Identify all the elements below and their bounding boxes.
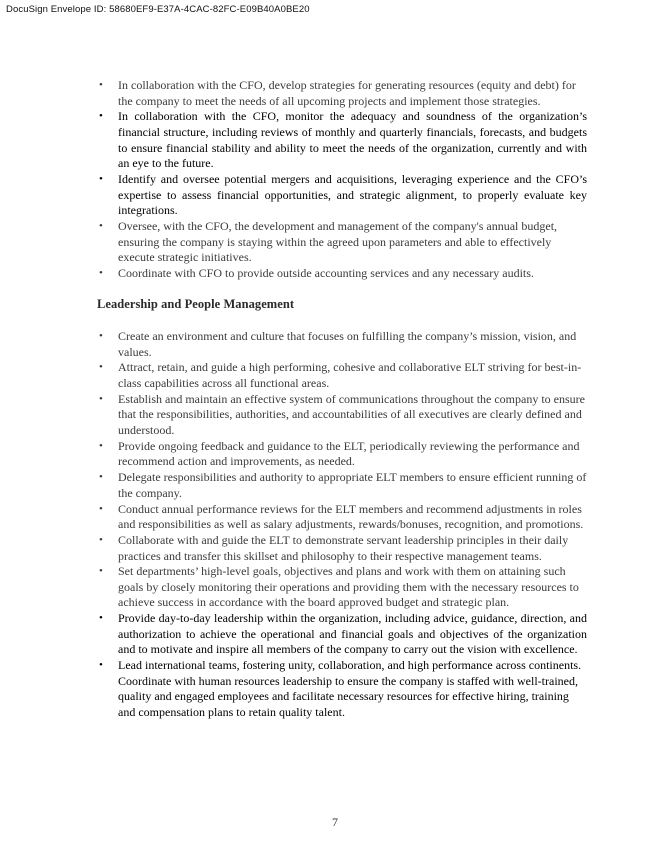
list-item: • In collaboration with the CFO, develop strategies for generating resources (equity and debt) for the company to meet the needs of all upcoming projects and implement those strategies. (99, 78, 576, 108)
bullet-icon: • (99, 565, 103, 578)
bullet-icon: • (99, 502, 103, 515)
list-item: • Collaborate with and guide the ELT to demonstrate servant leadership principles in their daily practices and transfer this skillset and philosophy to their respective management teams. (99, 532, 569, 563)
bullet-icon: • (99, 533, 103, 546)
list-item: • Conduct annual performance reviews for the ELT members and recommend adjustments in roles and responsibilities as well as salary adjustments, rewards/bonuses, recognition, and promotions. (99, 501, 584, 532)
bullet-list-leadership (97, 329, 587, 721)
bullet-icon: • (99, 392, 103, 405)
list-item: • Lead international teams, fostering unity, collaboration, and high performance across continents. Coordinate with human resources leadership to ensure the company is staffed with well-trained, quality and engaged employees and facilitate necessary resources for effective hiring, training and compensation plans to retain quality talent. (99, 658, 582, 719)
bullet-icon: • (99, 612, 103, 625)
list-item: • Identify and oversee potential mergers and acquisitions, leveraging experience and the CFO’s expertise to assess financial opportunities, and strategic alignment, to properly evaluate key integrations. (99, 171, 587, 218)
list-item: • Oversee, with the CFO, the development and management of the company's annual budget, ensuring the company is staying within the agreed upon parameters and able to effectively execute strategic initiatives. (99, 218, 558, 265)
document-body (97, 78, 587, 721)
list-item: • In collaboration with the CFO, monitor the adequacy and soundness of the organization’s financial structure, including reviews of monthly and quarterly financials, forecasts, and budgets to ensure financial stability and ability to meet the needs of the organization, currently and with an eye to the future. (99, 109, 587, 171)
page-number: 7 (332, 815, 338, 829)
bullet-icon: • (99, 659, 103, 672)
bullet-icon: • (99, 361, 103, 374)
bullet-icon: • (99, 110, 103, 123)
bullet-icon: • (99, 439, 103, 452)
list-item: • Create an environment and culture that focuses on fulfilling the company’s mission, vision, and values. (99, 329, 577, 359)
bullet-icon: • (99, 471, 103, 484)
list-item: • Delegate responsibilities and authority to appropriate ELT members to ensure efficient running of the company. (99, 470, 587, 500)
list-item: • Attract, retain, and guide a high performing, cohesive and collaborative ELT striving for best-in-class capabilities across all functional areas. (99, 360, 582, 391)
envelope-id: DocuSign Envelope ID: 58680EF9-E37A-4CAC-82FC-E09B40A0BE20 (6, 4, 310, 15)
bullet-icon: • (99, 79, 103, 91)
list-item: • Set departments’ high-level goals, objectives and plans and work with them on attaining such goals by closely monitoring their operations and providing them with the necessary resources to achieve success in accordance with the board approved budget and strategic plan. (99, 564, 579, 610)
list-item: • Provide day-to-day leadership within the organization, including advice, guidance, direction, and authorization to achieve the operational and financial goals and objectives of the organization and to motivate and inspire all members of the company to carry out the vision with excellence. (99, 611, 587, 657)
list-item: • Coordinate with CFO to provide outside accounting services and any necessary audits. (99, 265, 534, 280)
bullet-icon: • (99, 172, 103, 185)
section-heading: Leadership and People Management (97, 297, 295, 312)
list-item: • Provide ongoing feedback and guidance to the ELT, periodically reviewing the performance and recommend action and improvements, as needed. (99, 438, 580, 469)
bullet-icon: • (99, 266, 103, 279)
bullet-icon: • (99, 330, 103, 343)
bullet-list-financial (97, 78, 587, 281)
list-item: • Establish and maintain an effective system of communications throughout the company to ensure that the responsibilities, authorities, and accountabilities of all executives are clearly defined and understood. (99, 391, 585, 437)
bullet-icon: • (99, 219, 103, 232)
